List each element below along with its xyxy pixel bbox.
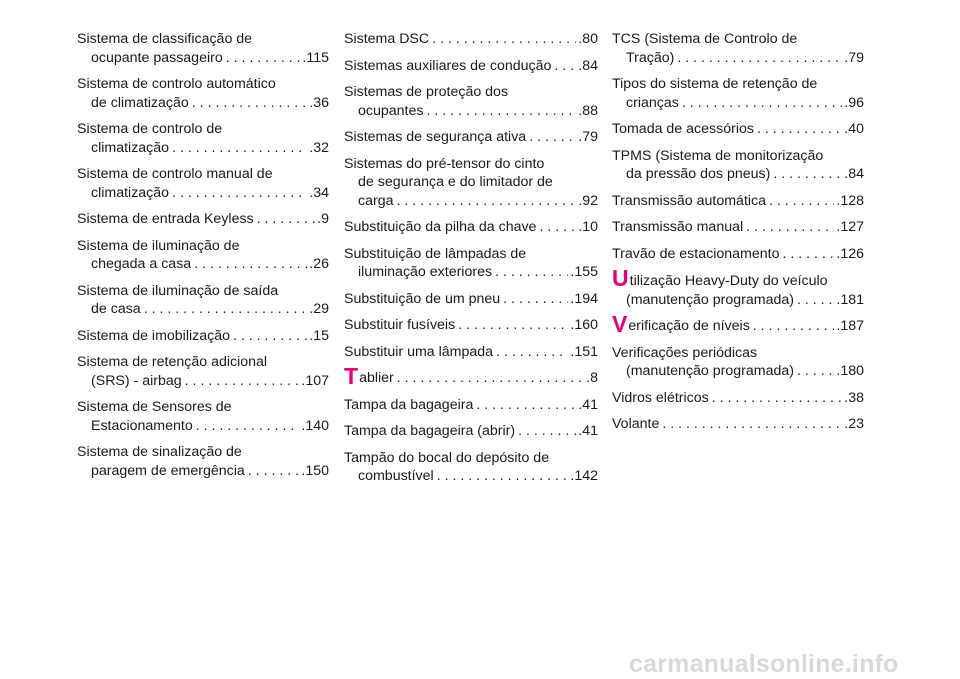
index-entry-text: Sistema DSC: [344, 31, 430, 47]
index-entry: [612, 30, 864, 67]
dot-leader: [169, 184, 307, 203]
page-number[interactable]: .41: [578, 396, 598, 413]
index-entry-text: (SRS) - airbag: [91, 372, 182, 389]
index-entry: [344, 422, 598, 441]
page-number[interactable]: .180: [836, 363, 864, 379]
page-number[interactable]: .36: [309, 94, 329, 111]
index-column-1: [77, 30, 329, 488]
page-number[interactable]: .187: [836, 318, 864, 334]
index-entry: [612, 192, 864, 211]
dot-leader: [515, 422, 576, 441]
index-entry-text: Tomada de acessórios: [612, 121, 754, 137]
index-entry: [77, 237, 329, 274]
page-number[interactable]: .150: [301, 462, 329, 479]
dot-leader: [423, 102, 576, 121]
dot-leader: [473, 396, 576, 415]
dot-leader: [169, 139, 307, 158]
dot-leader: [429, 30, 576, 49]
section-initial-letter: U: [612, 265, 629, 291]
index-entry: [77, 30, 329, 67]
page-number[interactable]: .194: [570, 290, 598, 307]
page-number[interactable]: .96: [844, 94, 864, 111]
dot-leader: [659, 415, 842, 434]
index-entry-text: carga: [358, 192, 394, 209]
index-entry: [344, 396, 598, 415]
watermark-text: carmanualsonline.info: [629, 650, 899, 678]
page-number[interactable]: .38: [844, 389, 864, 406]
index-entry-text: climatização: [91, 139, 170, 156]
page-number[interactable]: .40: [844, 121, 864, 137]
index-column-3: [612, 30, 864, 442]
index-entry: [344, 155, 598, 211]
dot-leader: [193, 417, 300, 436]
page-number[interactable]: .151: [570, 343, 598, 360]
index-entry-text: erificação de níveis: [628, 318, 750, 334]
dot-leader: [230, 327, 307, 346]
index-entry-text: ablier: [359, 370, 394, 386]
index-entry: [344, 57, 598, 76]
index-entry-text: iluminação exteriores: [358, 264, 493, 280]
index-entry: [612, 311, 864, 337]
dot-leader: [679, 94, 842, 113]
index-entry-text: de segurança e do limitador de: [358, 174, 553, 190]
index-entry-text: chegada a casa: [91, 256, 192, 272]
page-number[interactable]: .15: [309, 327, 329, 344]
page-number[interactable]: .160: [570, 317, 598, 333]
dot-leader: [709, 389, 843, 408]
index-entry-text: [612, 265, 864, 291]
index-entry: [77, 210, 329, 229]
page-number[interactable]: .26: [309, 256, 329, 272]
page-number[interactable]: .10: [578, 219, 598, 235]
page-number[interactable]: .41: [578, 423, 598, 439]
page-number[interactable]: .80: [578, 31, 598, 47]
index-entry-text: Sistema de iluminação de: [77, 237, 240, 254]
dot-leader: [245, 462, 300, 481]
dot-leader: [394, 192, 577, 211]
index-entry-text: tilização Heavy-Duty do veículo: [629, 273, 828, 289]
index-entry-text: (manutenção programada): [626, 363, 794, 379]
index-entry-text: ocupante passageiro: [91, 49, 223, 66]
index-entry-text: Sistema de retenção adicional: [77, 354, 268, 370]
page-number[interactable]: .181: [836, 291, 864, 308]
index-entry-text: Vidros elétricos: [612, 389, 709, 406]
dot-leader: [254, 210, 316, 229]
index-entry-text: Sistema de sinalização de: [77, 444, 242, 460]
page-number[interactable]: .142: [570, 468, 598, 484]
index-entry: [612, 344, 864, 381]
dot-leader: [674, 49, 842, 68]
dot-leader: [526, 128, 576, 147]
index-entry-text: Sistema de iluminação de saída: [77, 282, 279, 299]
page-number[interactable]: .34: [309, 184, 329, 201]
dot-leader: [493, 343, 568, 362]
page-number[interactable]: .23: [844, 416, 864, 432]
index-entry-text: Sistemas de segurança ativa: [344, 129, 527, 145]
dot-leader: [182, 372, 300, 391]
index-entry: [612, 265, 864, 309]
index-entry: [77, 327, 329, 346]
dot-leader: [766, 192, 834, 211]
dot-leader: [779, 245, 834, 264]
index-entry-text: Tração): [626, 49, 675, 66]
index-entry-text: Tampão do bocal do depósito de: [344, 449, 550, 466]
dot-leader: [750, 317, 835, 336]
index-entry: [344, 316, 598, 335]
dot-leader: [189, 94, 307, 113]
index-entry-text: climatização: [91, 184, 170, 201]
dot-leader: [223, 49, 301, 68]
index-entry-text: Sistema de controlo de: [77, 121, 223, 137]
index-entry: [612, 415, 864, 434]
page-number[interactable]: .8: [586, 370, 598, 386]
page-number[interactable]: .88: [578, 102, 598, 119]
index-entry-text: TCS (Sistema de Controlo de: [612, 31, 798, 47]
index-entry-text: Sistemas de proteção dos: [344, 84, 509, 100]
index-entry-text: de climatização: [91, 94, 189, 111]
index-entry-text: da pressão dos pneus): [626, 166, 771, 182]
page-number[interactable]: .79: [578, 129, 598, 145]
index-entry-text: Volante: [612, 416, 660, 432]
index-entry: [77, 443, 329, 480]
page-number[interactable]: .127: [836, 219, 864, 235]
index-entry-text: Transmissão automática: [612, 192, 767, 209]
dot-leader: [536, 218, 576, 237]
section-initial-letter: T: [344, 363, 359, 389]
dot-leader: [455, 316, 568, 335]
dot-leader: [500, 290, 568, 309]
index-entry: [344, 245, 598, 282]
index-entry: [77, 120, 329, 157]
page-number[interactable]: .84: [578, 57, 598, 74]
index-entry: [612, 245, 864, 264]
index-entry-text: Sistema de classificação de: [77, 31, 253, 47]
index-entry-text: combustível: [358, 468, 434, 484]
page-number[interactable]: .9: [317, 211, 329, 227]
index-entry-text: Sistema de entrada Keyless: [77, 211, 254, 227]
page-number[interactable]: .140: [301, 417, 329, 434]
index-entry-text: Travão de estacionamento: [612, 245, 780, 262]
index-entry: [344, 290, 598, 309]
index-entry-text: Substituição de um pneu: [344, 290, 501, 307]
index-entry: [612, 120, 864, 139]
dot-leader: [434, 467, 569, 486]
index-entry-text: Substituir fusíveis: [344, 317, 456, 333]
index-entry-text: Tipos do sistema de retenção de: [612, 76, 818, 92]
page-number[interactable]: .128: [836, 192, 864, 209]
page-number[interactable]: .32: [309, 139, 329, 156]
dot-leader: [551, 57, 576, 76]
index-entry-text: Tampa da bagageira (abrir): [344, 423, 516, 439]
index-entry-text: Sistemas auxiliares de condução: [344, 57, 552, 74]
page-number[interactable]: .29: [309, 301, 329, 317]
dot-leader: [743, 218, 834, 237]
page-number[interactable]: .107: [301, 372, 329, 389]
index-entry-text: Transmissão manual: [612, 219, 744, 235]
index-entry-text: Substituição de lâmpadas de: [344, 245, 527, 262]
index-entry-text: paragem de emergência: [91, 462, 245, 479]
index-entry: [77, 75, 329, 112]
index-entry: [612, 389, 864, 408]
dot-leader: [794, 362, 834, 381]
index-entry-text: Sistema de Sensores de: [77, 399, 232, 415]
index-entry-text: Estacionamento: [91, 417, 193, 434]
dot-leader: [794, 291, 834, 310]
index-entry-text: (manutenção programada): [626, 291, 794, 308]
index-entry-text: Substituir uma lâmpada: [344, 343, 494, 360]
index-entry: [77, 398, 329, 435]
dot-leader: [754, 120, 842, 139]
page-number[interactable]: .126: [836, 245, 864, 262]
index-entry: [344, 343, 598, 362]
section-initial-letter: V: [612, 311, 628, 337]
index-entry: [612, 218, 864, 237]
index-entry: [344, 218, 598, 237]
index-entry-text: Tampa da bagageira: [344, 396, 474, 413]
index-entry: [344, 83, 598, 120]
index-entry: [612, 147, 864, 184]
page-number[interactable]: .84: [844, 166, 864, 182]
index-entry: [77, 353, 329, 390]
index-entry-text: Sistema de controlo manual de: [77, 166, 273, 182]
index-entry: [344, 449, 598, 486]
index-entry: [344, 363, 598, 389]
index-entry-text: Sistemas do pré-tensor do cinto: [344, 155, 545, 172]
index-column-2: [344, 30, 598, 494]
index-entry-text: ocupantes: [358, 102, 424, 119]
index-entry-text: Sistema de imobilização: [77, 327, 230, 344]
index-entry: [612, 75, 864, 112]
index-entry-text: crianças: [626, 94, 679, 111]
dot-leader: [141, 300, 308, 319]
page-number[interactable]: .115: [302, 49, 329, 66]
index-entry-text: Verificações periódicas: [612, 344, 758, 361]
dot-leader: [770, 165, 842, 184]
index-entry-text: de casa: [91, 301, 141, 317]
index-entry: [77, 282, 329, 319]
page-number[interactable]: .155: [570, 264, 598, 280]
index-entry: [77, 165, 329, 202]
dot-leader: [492, 263, 568, 282]
index-entry: [344, 30, 598, 49]
index-entry-text: TPMS (Sistema de monitorização: [612, 147, 824, 164]
index-entry-text: Substituição da pilha da chave: [344, 219, 537, 235]
page-number[interactable]: .79: [844, 49, 864, 66]
dot-leader: [394, 369, 584, 388]
dot-leader: [191, 255, 307, 274]
index-entry: [344, 128, 598, 147]
page-number[interactable]: .92: [578, 192, 598, 209]
index-entry-text: Sistema de controlo automático: [77, 76, 276, 92]
